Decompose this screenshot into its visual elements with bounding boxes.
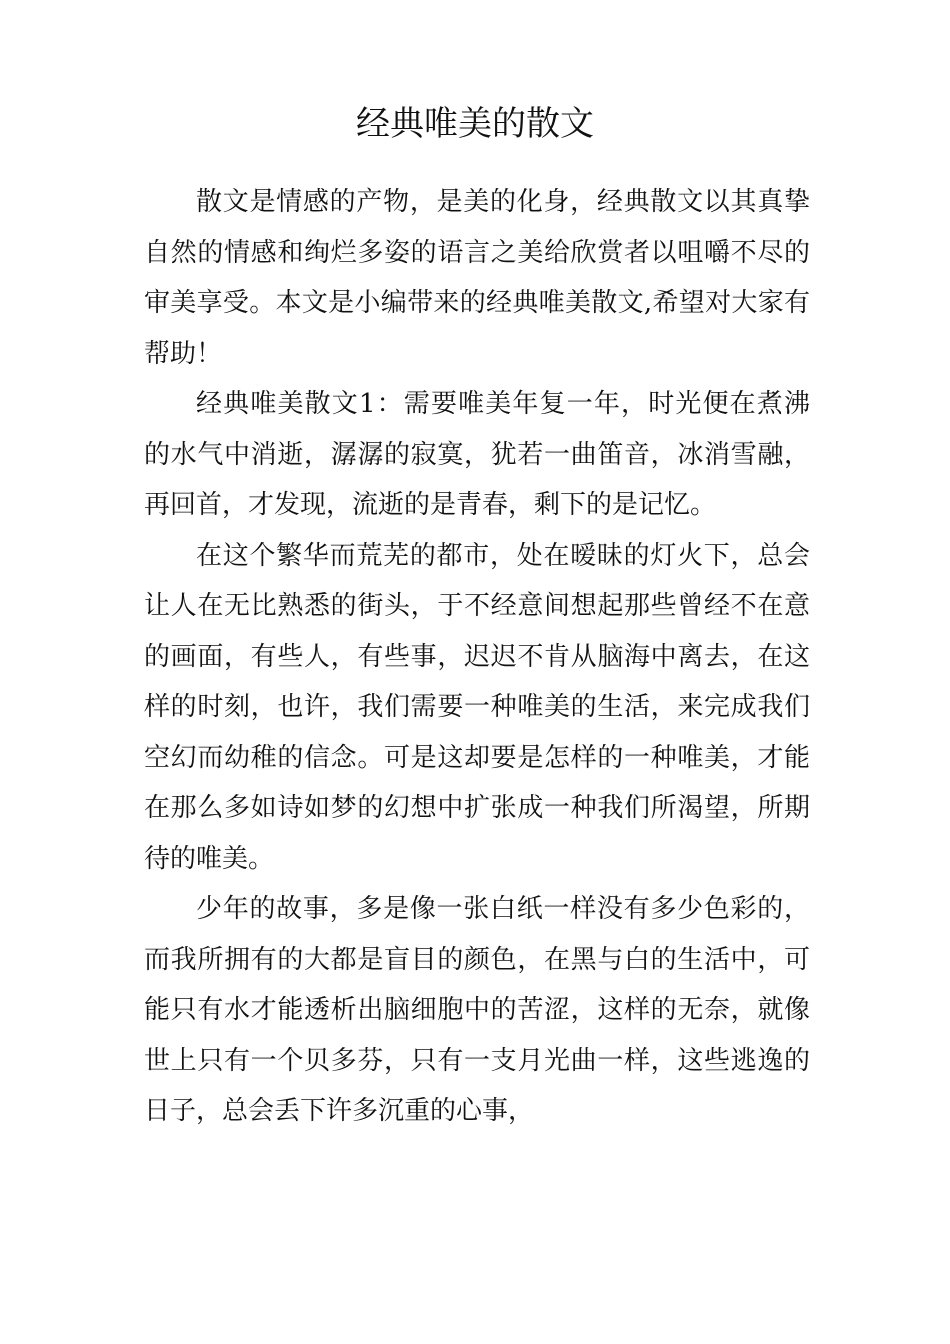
document-body <box>144 177 810 1137</box>
paragraph-city: 在这个繁华而荒芜的都市，处在暧昧的灯火下，总会让人在无比熟悉的街头，于不经意间想起那些曾经不在意的画面，有些人，有些事，迟迟不肯从脑海中离去，在这样的时刻，也许，我们需要一种唯美的生活，来完成我们空幻而幼稚的信念。可是这却要是怎样的一种唯美，才能在那么多如诗如梦的幻想中扩张成一种我们所渴望，所期待的唯美。 <box>144 540 810 874</box>
paragraph-intro: 散文是情感的产物，是美的化身，经典散文以其真挚自然的情感和绚烂多姿的语言之美给欣赏者以咀嚼不尽的审美享受。本文是小编带来的经典唯美散文,希望对大家有帮助！ <box>144 187 810 369</box>
document-title: 经典唯美的散文 <box>356 104 594 144</box>
paragraph-youth: 少年的故事，多是像一张白纸一样没有多少色彩的，而我所拥有的大都是盲目的颜色，在黑与白的生活中，可能只有水才能透析出脑细胞中的苦涩，这样的无奈，就像世上只有一个贝多芬，只有一支月光曲一样，这些逃逸的日子，总会丢下许多沉重的心事， <box>144 894 810 1126</box>
paragraph-essay-1: 经典唯美散文1：需要唯美年复一年，时光便在煮沸的水气中消逝，潺潺的寂寞，犹若一曲笛音，冰消雪融，再回首，才发现，流逝的是青春，剩下的是记忆。 <box>144 389 810 520</box>
